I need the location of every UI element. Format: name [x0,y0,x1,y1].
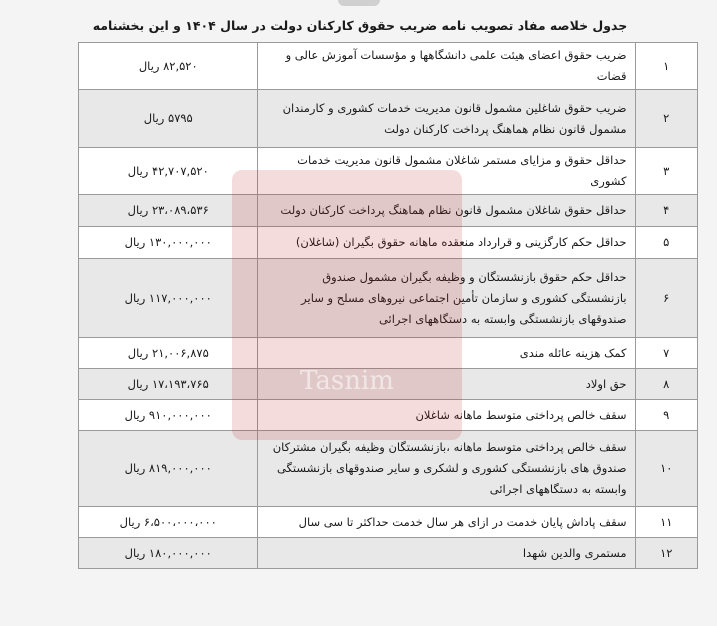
row-number: ۲ [635,90,697,148]
row-description: سقف خالص پرداختی متوسط ماهانه شاغلان [258,400,635,431]
row-description: مستمری والدین شهدا [258,538,635,569]
watermark-text: Tasnim [300,366,394,396]
top-nub [338,0,380,6]
summary-table [78,42,698,569]
row-value: ۴۲,۷۰۷,۵۲۰ ریال [79,148,258,195]
document-title: جدول خلاصه مفاد تصویب نامه ضریب حقوق کارکنان دولت در سال ۱۴۰۴ و این بخشنامه [92,18,628,33]
table-row [79,195,698,227]
row-number: ۱۰ [635,431,697,507]
row-description: ضریب حقوق اعضای هیئت علمی دانشگاهها و مؤسسات آموزش عالی و قضات [258,43,635,90]
row-value: ۸۲,۵۲۰ ریال [79,43,258,90]
row-number: ۸ [635,369,697,400]
row-number: ۷ [635,338,697,369]
row-value: ۲۱,۰۰۶,۸۷۵ ریال [79,338,258,369]
row-description: کمک هزینه عائله مندی [258,338,635,369]
row-value: ۶،۵۰۰،۰۰۰،۰۰۰ ریال [79,507,258,538]
table-row [79,400,698,431]
row-value: ۱۳۰,۰۰۰,۰۰۰ ریال [79,227,258,259]
table-row [79,90,698,148]
table-row [79,369,698,400]
row-value: ۹۱۰,۰۰۰,۰۰۰ ریال [79,400,258,431]
row-number: ۱ [635,43,697,90]
row-description: حق اولاد [258,369,635,400]
row-description: حداقل حقوق شاغلان مشمول قانون نظام هماهنگ پرداخت کارکنان دولت [258,195,635,227]
row-value: ۵۷۹۵ ریال [79,90,258,148]
row-value: ۱۷،۱۹۳،۷۶۵ ریال [79,369,258,400]
row-description: حداقل حکم حقوق بازنشستگان و وظیفه بگیران مشمول صندوق بازنشستگی کشوری و سازمان تأمین اجتماعی نیروهای مسلح و سایر صندوقهای بازنشستگی وابسته به دستگاههای اجرائی [258,259,635,338]
table-row [79,507,698,538]
row-description: سقف پاداش پایان خدمت در ازای هر سال خدمت حداکثر تا سی سال [258,507,635,538]
row-number: ۱۲ [635,538,697,569]
row-description: سقف خالص پرداختی متوسط ماهانه ،بازنشستگان وظیفه بگیران مشترکان صندوق های بازنشستگی کشوری و لشکری و سایر صندوقهای بازنشستگی وابسته به دستگاههای اجرائی [258,431,635,507]
row-value: ۱۱۷,۰۰۰,۰۰۰ ریال [79,259,258,338]
row-value: ۱۸۰,۰۰۰,۰۰۰ ریال [79,538,258,569]
row-description: حداقل حکم کارگزینی و قرارداد منعقده ماهانه حقوق بگیران (شاغلان) [258,227,635,259]
row-value: ۸۱۹,۰۰۰,۰۰۰ ریال [79,431,258,507]
row-number: ۹ [635,400,697,431]
table-row [79,431,698,507]
table-row [79,148,698,195]
table-row [79,338,698,369]
table-row [79,227,698,259]
row-number: ۶ [635,259,697,338]
table-row [79,43,698,90]
table-row [79,538,698,569]
row-number: ۳ [635,148,697,195]
table-row [79,259,698,338]
row-number: ۵ [635,227,697,259]
row-number: ۱۱ [635,507,697,538]
row-value: ۲۳،۰۸۹،۵۳۶ ریال [79,195,258,227]
row-description: حداقل حقوق و مزایای مستمر شاغلان مشمول قانون مدیریت خدمات کشوری [258,148,635,195]
row-number: ۴ [635,195,697,227]
top-bar [0,0,717,14]
row-description: ضریب حقوق شاغلین مشمول قانون مدیریت خدمات کشوری و کارمندان مشمول قانون نظام هماهنگ پرداخت کارکنان دولت [258,90,635,148]
